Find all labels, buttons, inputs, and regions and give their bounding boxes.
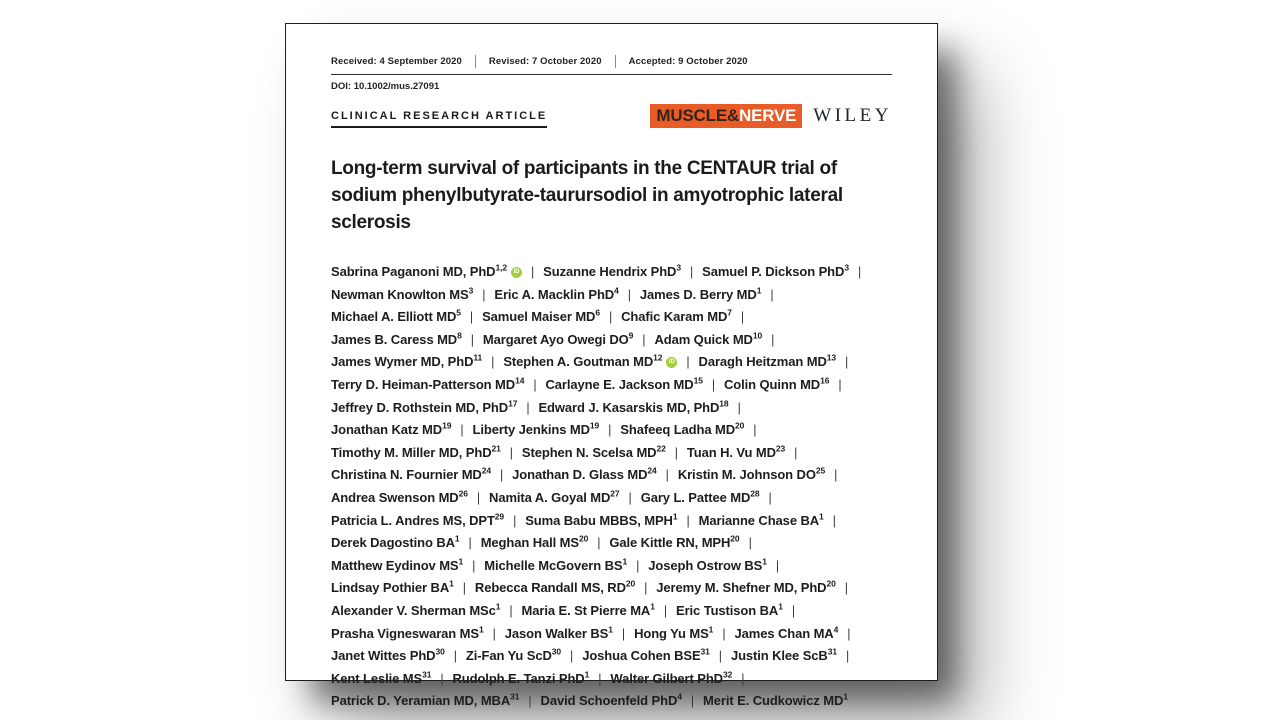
author-separator: | [509,445,513,460]
author: Joshua Cohen BSE$^{31}$ [582,646,710,664]
author-line [331,419,892,442]
author: Chafic Karam $MD^7$ [621,307,732,325]
author-affiliation-superscript: 3 [676,262,681,273]
logo-muscle-text: MUSCLE [656,106,727,125]
muscle-and-nerve-logo [650,104,802,128]
accepted-date: Accepted: 9 October 2020 [628,56,748,67]
author-separator: | [528,694,532,709]
author-separator: | [663,603,668,618]
author-affiliation-superscript: 4 [677,691,682,702]
author-separator: | [686,355,690,370]
author-line [331,600,892,623]
author-affiliation-superscript: 14 [515,375,525,386]
author: Merit E. Cudkowicz $MD^1$ [703,691,848,709]
author: Tuan H. Vu MD$^{23}$ [686,443,786,460]
author-affiliation-superscript: 21 [491,443,501,454]
author-separator: | [741,671,745,686]
wiley-logo: WILEY [813,105,892,126]
author: Kristin M. Johnson DO$^{25}$ [677,466,826,483]
author: Sabrina Paganoni MD, PhD$^{1,2}$ iD [331,264,522,279]
author-separator: | [844,581,848,596]
author-affiliation-superscript: 25 [815,466,826,477]
author-separator: | [570,649,574,664]
article-type-row [331,104,892,128]
author-affiliation-superscript: 3 [844,262,849,273]
author: Kent Leslie MS$^{31}$ [331,669,432,686]
author-separator: | [533,377,537,392]
author-separator: | [768,490,772,505]
author-separator: | [469,310,474,325]
orcid-icon[interactable]: iD [666,357,677,368]
author: Walter Gilbert PhD$^{32}$ [610,669,733,686]
author-separator: | [690,694,695,709]
author: Gale Kittle RN, MPH$^{20}$ [609,533,740,551]
author: Eric Tustison $BA^1$ [676,601,783,618]
author: James D. Berry $MD^1$ [639,285,762,302]
author-line [331,284,892,307]
article-title [331,155,892,236]
author-affiliation-superscript: 6 [595,307,600,318]
author: Stephen N. Scelsa MD$^{22}$ [521,443,666,460]
author-separator: | [674,445,678,460]
received-date: Received: 4 September 2020 [331,56,462,67]
author: Suzanne Hendrix PhD$^3$ [543,262,681,279]
author-line [331,668,892,691]
author-separator: | [845,355,849,370]
author: Adam Quick MD$^{10}$ [654,330,763,347]
author-affiliation-superscript: 24 [647,466,657,477]
author-separator: | [753,423,757,438]
author-separator: | [636,558,640,573]
doi: DOI: 10.1002/mus.27091 [331,81,440,92]
author-affiliation-superscript: 1 [756,285,762,296]
author-separator: | [531,265,535,279]
author: Alexander V. Sherman MSc$^1$ [331,601,501,618]
author-list [331,261,892,713]
author-affiliation-superscript: 7 [727,307,732,318]
author-separator: | [621,626,626,641]
author-affiliation-superscript: 22 [656,443,666,454]
author: Maria E. St Pierre $MA^1$ [521,601,655,618]
author: Namita A. Goyal MD$^{27}$ [489,488,620,505]
author-line [331,510,892,533]
author-separator: | [834,468,838,483]
author-line [331,532,892,555]
author-affiliation-superscript: 26 [458,488,468,499]
author-separator: | [492,626,496,641]
author: Newman Knowlton $MS^3$ [331,285,474,302]
author: Justin Klee ScB$^{31}$ [730,646,837,664]
author-affiliation-superscript: 1 [449,578,454,589]
logo-ampersand: & [726,106,740,125]
author: Derek Dagostino $BA^1$ [331,533,460,551]
author-line [331,397,892,420]
author: Lindsay Pothier $BA^1$ [331,578,454,596]
author-affiliation-superscript: 1 [650,601,655,612]
author: Patricia L. Andres MS, DPT$^{29}$ [331,511,505,528]
author-affiliation-superscript: 16 [820,375,830,386]
author-line [331,329,892,352]
author-affiliation-superscript: 12 [653,353,663,364]
author-affiliation-superscript: 1,2 [495,262,507,273]
author-separator: | [513,513,517,528]
author-separator: | [832,513,836,528]
author-separator: | [482,287,486,302]
author-affiliation-superscript: 1 [672,511,678,522]
author: Michael A. Elliott $MD^5$ [331,307,461,325]
author-affiliation-superscript: 32 [722,669,733,680]
author-separator: | [608,423,612,438]
author-separator: | [440,671,444,686]
article-title-line: Long-term survival of participants in the CENTAUR trial of [331,158,837,179]
author-affiliation-superscript: 1 [622,556,628,567]
author-line [331,645,892,668]
article-title-line: sclerosis [331,212,411,233]
author-affiliation-superscript: 24 [481,466,491,477]
author-affiliation-superscript: 1 [458,556,464,567]
journal-branding [650,104,892,128]
author-affiliation-superscript: 28 [750,488,760,499]
author-affiliation-superscript: 30 [435,646,445,657]
author: Rudolph E. Tanzi PhD$^1$ [452,669,590,686]
author: Meghan Hall MS$^{20}$ [480,533,589,551]
author-line [331,577,892,600]
author-affiliation-superscript: 1 [584,669,590,680]
author-separator: | [598,671,602,686]
article-title-line: sodium phenylbutyrate-taurursodiol in amyotrophic lateral [331,185,843,206]
author-affiliation-superscript: 30 [551,646,562,657]
author: Jeremy M. Shefner MD, PhD$^{20}$ [656,578,836,596]
author: Joseph Ostrow $BS^1$ [648,556,767,573]
author: Prasha Vigneswaran $MS^1$ [331,624,484,641]
author-separator: | [857,265,862,279]
author-separator: | [460,423,464,438]
author-separator: | [509,603,513,618]
author-separator: | [642,332,646,347]
author-affiliation-superscript: 9 [628,330,634,341]
author-separator: | [722,626,726,641]
author-affiliation-superscript: 3 [468,285,474,296]
date-divider [475,55,476,68]
author-affiliation-superscript: 1 [843,691,848,702]
author-affiliation-superscript: 5 [456,307,461,318]
author-affiliation-superscript: 4 [833,624,839,635]
author-separator: | [845,649,850,664]
author: Colin Quinn MD$^{16}$ [724,375,830,392]
author-separator: | [791,603,795,618]
author-separator: | [847,626,851,641]
author-affiliation-superscript: 13 [826,353,837,364]
author-affiliation-superscript: 31 [422,669,432,680]
author-affiliation-superscript: 1 [495,601,501,612]
author: Jonathan D. Glass MD$^{24}$ [512,466,657,483]
author-affiliation-superscript: 20 [826,578,836,589]
author: Jason Walker $BS^1$ [504,624,613,641]
author-affiliation-superscript: 20 [730,533,740,544]
author-separator: | [628,490,632,505]
author-line [331,351,892,374]
author-affiliation-superscript: 4 [614,285,619,296]
author-line [331,690,892,713]
author: Liberty Jenkins MD$^{19}$ [472,420,600,438]
author-affiliation-superscript: 19 [442,420,452,431]
author: Samuel P. Dickson PhD$^3$ [702,262,849,279]
author: Michelle McGovern $BS^1$ [484,556,628,573]
author: Janet Wittes PhD$^{30}$ [331,646,445,664]
author-separator: | [526,400,530,415]
author-separator: | [748,536,752,551]
article-type-label: CLINICAL RESEARCH ARTICLE [331,110,547,128]
author-separator: | [686,513,690,528]
author-affiliation-superscript: 20 [735,420,745,431]
author: Patrick D. Yeramian MD, MBA$^{31}$ [331,691,520,709]
author: Marianne Chase $BA^1$ [698,511,824,528]
author: Jeffrey D. Rothstein MD, PhD$^{17}$ [331,398,518,415]
author-affiliation-superscript: 11 [473,353,483,364]
dates-row [331,55,892,68]
author-separator: | [711,377,715,392]
author: Christina N. Fournier MD$^{24}$ [331,466,491,483]
author: Eric A. Macklin PhD$^4$ [494,285,619,302]
author: Carlayne E. Jackson MD$^{15}$ [545,375,703,392]
author-separator: | [468,536,472,551]
author-affiliation-superscript: 18 [719,398,729,409]
author-line [331,306,892,329]
author: Edward J. Kasarskis MD, PhD$^{18}$ [538,398,729,415]
author: David Schoenfeld PhD$^4$ [540,691,682,709]
author-separator: | [771,332,775,347]
author-line [331,261,892,284]
author: Timothy M. Miller MD, PhD$^{21}$ [331,443,501,460]
author-affiliation-superscript: 1 [608,624,613,635]
author-separator: | [740,310,745,325]
author: Suma Babu MBBS, MPH$^1$ [525,511,678,528]
author: Samuel Maiser $MD^6$ [482,307,600,325]
author-separator: | [453,649,457,664]
author: Rebecca Randall MS, RD$^{20}$ [474,578,636,596]
author-affiliation-superscript: 1 [478,624,484,635]
author-affiliation-superscript: 29 [494,511,505,522]
author-affiliation-superscript: 20 [578,533,589,544]
author-affiliation-superscript: 31 [510,691,520,702]
author: Andrea Swenson MD$^{26}$ [331,488,468,505]
author-separator: | [665,468,669,483]
author-affiliation-superscript: 1 [762,556,767,567]
author-separator: | [794,445,798,460]
author-separator: | [718,649,722,664]
author-affiliation-superscript: 15 [693,375,703,386]
article-page [285,23,938,709]
author-affiliation-superscript: 31 [827,646,837,657]
author-affiliation-superscript: 31 [700,646,710,657]
author-affiliation-superscript: 1 [708,624,714,635]
author-line [331,555,892,578]
header-rule [331,74,892,75]
author: Jonathan Katz MD$^{19}$ [331,420,452,438]
author-affiliation-superscript: 17 [508,398,518,409]
author-separator: | [775,558,780,573]
author: James Chan $MA^4$ [734,624,839,641]
author-affiliation-superscript: 8 [457,330,462,341]
author-line [331,442,892,465]
author-separator: | [838,377,842,392]
author-separator: | [627,287,631,302]
author: Matthew Eydinov $MS^1$ [331,556,464,573]
author-separator: | [597,536,601,551]
author-affiliation-superscript: 20 [625,578,636,589]
author-affiliation-superscript: 27 [610,488,620,499]
author-separator: | [644,581,648,596]
author: Shafeeq Ladha MD$^{20}$ [620,420,745,438]
author: James Wymer MD, PhD$^{11}$ [331,353,483,370]
author: Terry D. Heiman-Patterson MD$^{14}$ [331,375,525,392]
author-separator: | [737,400,741,415]
author-separator: | [491,355,495,370]
author-line [331,464,892,487]
author: Hong Yu $MS^1$ [634,624,714,641]
author: Daragh Heitzman MD$^{13}$ [698,353,837,370]
author-separator: | [462,581,466,596]
author-line [331,623,892,646]
author-affiliation-superscript: 1 [454,533,460,544]
author-separator: | [476,490,481,505]
author-separator: | [689,265,694,279]
author-separator: | [470,332,474,347]
date-divider [615,55,616,68]
author-affiliation-superscript: 19 [589,420,600,431]
author-affiliation-superscript: 10 [752,330,763,341]
author: Margaret Ayo Owegi $DO^9$ [482,330,634,347]
logo-nerve-text: NERVE [739,106,797,125]
author-separator: | [499,468,504,483]
author: Stephen A. Goutman MD$^{12}$ iD [503,354,677,369]
author: James B. Caress $MD^8$ [331,330,462,347]
author-separator: | [472,558,476,573]
author-affiliation-superscript: 1 [778,601,783,612]
author-line [331,374,892,397]
author-affiliation-superscript: 1 [819,511,824,522]
author-separator: | [770,287,774,302]
author: Gary L. Pattee MD$^{28}$ [640,488,760,505]
revised-date: Revised: 7 October 2020 [488,56,602,67]
author-separator: | [608,310,613,325]
author-line [331,487,892,510]
author: Zi-Fan Yu ScD$^{30}$ [465,646,562,664]
author-affiliation-superscript: 23 [775,443,786,454]
orcid-icon[interactable]: iD [511,267,522,278]
